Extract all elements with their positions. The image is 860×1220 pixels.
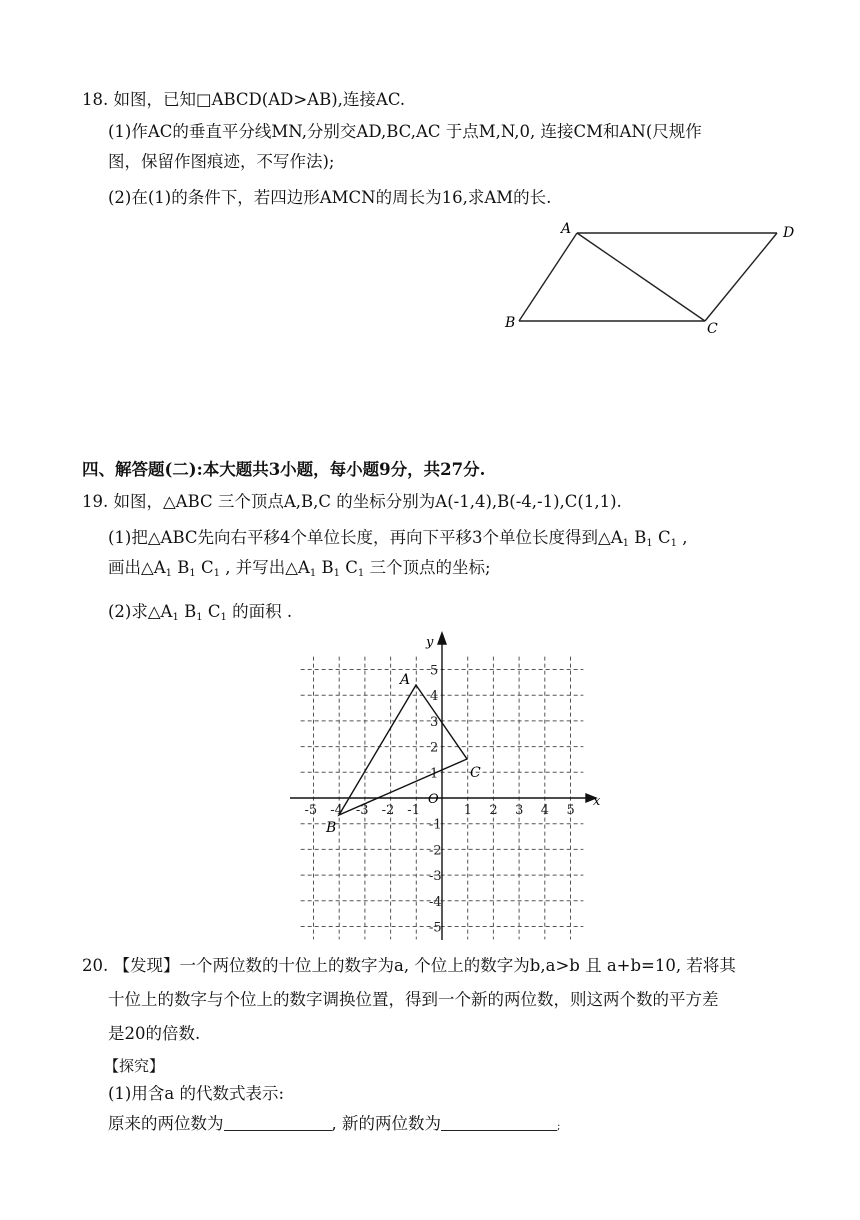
y-tick-label: -2	[429, 843, 442, 859]
q19-stem: 19. 如图，△ABC 三个顶点A,B,C 的坐标分别为A(-1,4),B(-4,-1),C(1,1).	[82, 492, 622, 511]
label-B: B	[505, 315, 516, 331]
q20-line1: 20. 【发现】一个两位数的十位上的数字为a, 个位上的数字为b,a>b 且 a+b=10, 若将其	[82, 956, 736, 975]
x-tick-label: -1	[407, 803, 420, 818]
y-tick-label: 2	[430, 740, 439, 756]
q18-part1-line2: 图，保留作图痕迹，不写作法);	[108, 152, 335, 171]
x-tick-label: -4	[330, 803, 343, 818]
q19-part1-line2: 画出$\triangle A_1$ $B_1$ $C_1$ , 并写出$\triangle A_1$ $B_1$ $C_1$ 三个顶点的坐标;	[108, 558, 491, 579]
section-heading: 四、解答题(二):本大题共3小题，每小题9分，共27分.	[82, 460, 486, 479]
label-C: C	[707, 321, 718, 337]
x-tick-label: 2	[489, 803, 498, 818]
q19-part2: (2)求$\triangle A_1$ $B_1$ $C_1$ 的面积 .	[108, 602, 293, 623]
q18-part1-line1: (1)作AC的垂直平分线MN,分别交AD,BC,AC 于点M,N,0, 连接CM和AN(尺规作	[108, 122, 702, 141]
x-axis-label: x	[593, 794, 601, 809]
answer-blank-original[interactable]	[224, 1114, 332, 1131]
q20-part1: (1)用含a 的代数式表示:	[108, 1084, 285, 1103]
q20-part1-answer-line: 原来的两位数为 , 新的两位数为 ;	[108, 1114, 561, 1133]
y-tick-label: -4	[429, 894, 442, 910]
y-axis-label: y	[426, 635, 434, 650]
point-C-label: C	[470, 765, 481, 781]
y-tick-label: 1	[430, 766, 439, 782]
x-tick-label: -5	[304, 803, 318, 818]
point-B-label: B	[326, 820, 337, 836]
label-D: D	[783, 225, 795, 241]
q20-explore-heading: 【探究】	[104, 1057, 165, 1075]
x-tick-label: -2	[381, 803, 395, 818]
point-A-label: A	[400, 672, 411, 688]
label-A: A	[561, 221, 572, 237]
x-tick-label: 5	[566, 803, 575, 818]
triangle-ABC	[339, 685, 467, 815]
answer-blank-new[interactable]	[441, 1114, 557, 1131]
q19-part1-line1: (1)把△ABC先向右平移4个单位长度，再向下平移3个单位长度得到$\triangle A_1$ $B_1$ $C_1$ ,	[108, 528, 688, 549]
x-tick-label: 4	[540, 803, 550, 818]
y-tick-label: -1	[429, 817, 442, 833]
q20-line2: 十位上的数字与个位上的数字调换位置，得到一个新的两位数，则这两个数的平方差	[108, 990, 719, 1009]
y-tick-label: 5	[430, 663, 439, 679]
y-tick-label: 3	[430, 714, 439, 730]
x-tick-label: 3	[515, 803, 524, 818]
q18-part2: (2)在(1)的条件下，若四边形AMCN的周长为16,求AM的长.	[108, 188, 552, 207]
q18-stem: 18. 如图，已知□ABCD(AD>AB),连接AC.	[82, 90, 406, 109]
origin-label: O	[428, 792, 439, 807]
x-tick-label: 1	[463, 803, 472, 818]
q20-line3: 是20的倍数.	[108, 1024, 201, 1043]
y-tick-label: -5	[429, 920, 442, 936]
x-tick-label: -3	[355, 803, 369, 818]
y-axis-arrow	[438, 633, 446, 644]
y-tick-label: -3	[429, 869, 442, 885]
y-tick-label: 4	[430, 689, 439, 705]
